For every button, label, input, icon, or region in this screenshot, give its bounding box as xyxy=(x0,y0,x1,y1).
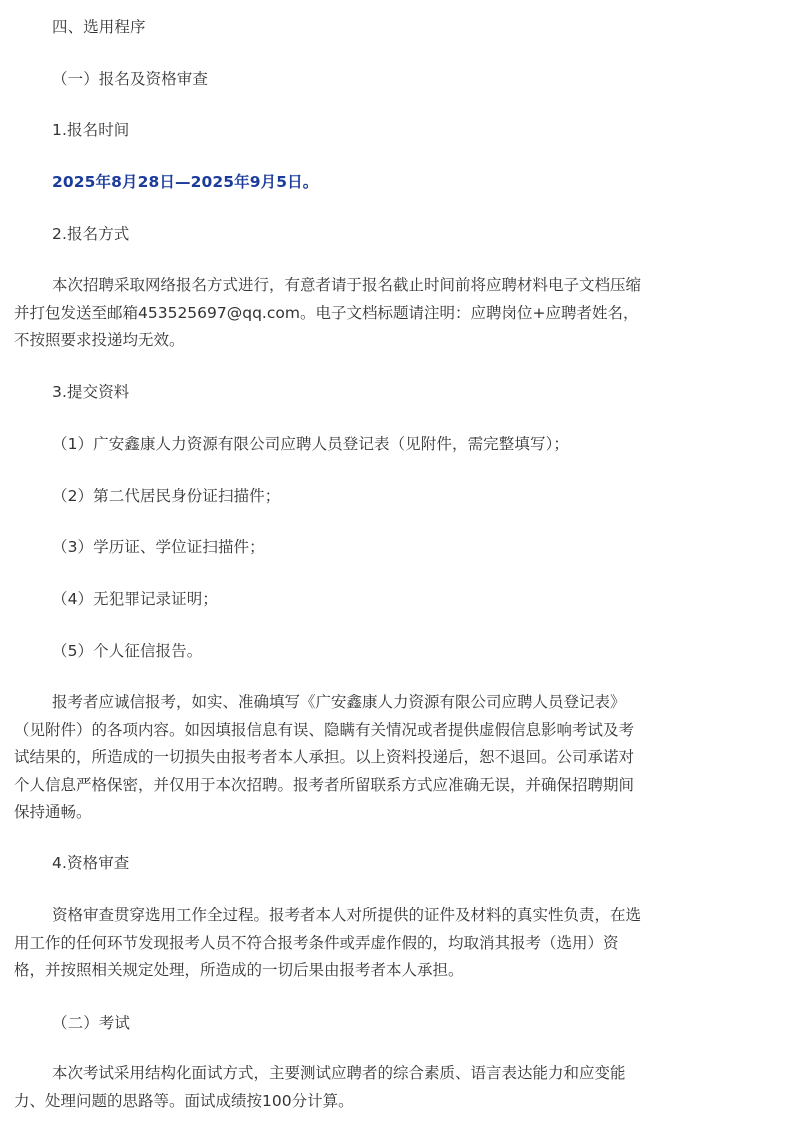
item-heading-registration-time: 1.报名时间 xyxy=(52,121,130,139)
paragraph-line: 用工作的任何环节发现报考人员不符合报考条件或弄虚作假的，均取消其报考（选用）资 xyxy=(14,933,619,952)
material-item: （1）广安鑫康人力资源有限公司应聘人员登记表（见附件，需完整填写）； xyxy=(52,435,570,453)
exam-paragraph xyxy=(14,1060,626,1115)
qualification-review-paragraph xyxy=(14,902,641,985)
registration-dates: 2025年8月28日—2025年9月5日。 xyxy=(52,173,319,191)
subsection-heading-registration: （一）报名及资格审查 xyxy=(52,70,209,88)
paragraph-line: 并打包发送至邮箱453525697@qq.com。电子文档标题请注明：应聘岗位+应聘者姓名， xyxy=(14,303,639,322)
paragraph-line: 资格审查贯穿选用工作全过程。报考者本人对所提供的证件及材料的真实性负责，在选 xyxy=(52,906,642,924)
paragraph-line: 保持通畅。 xyxy=(14,803,92,821)
paragraph-line: 力、处理问题的思路等。面试成绩按100分计算。 xyxy=(14,1091,354,1110)
material-item: （3）学历证、学位证扫描件； xyxy=(52,538,265,556)
paragraph-line: 格，并按照相关规定处理，所造成的一切后果由报考者本人承担。 xyxy=(14,961,464,979)
paragraph-line: 本次招聘采取网络报名方式进行，有意者请于报名截止时间前将应聘材料电子文档压缩 xyxy=(52,276,642,294)
paragraph-line: （见附件）的各项内容。如因填报信息有误、隐瞒有关情况或者提供虚假信息影响考试及考 xyxy=(14,720,635,739)
material-item: （5）个人征信报告。 xyxy=(52,642,203,660)
paragraph-line: 本次考试采用结构化面试方式，主要测试应聘者的综合素质、语言表达能力和应变能 xyxy=(52,1064,626,1082)
subsection-heading-exam: （二）考试 xyxy=(52,1014,131,1032)
material-item: （4）无犯罪记录证明； xyxy=(52,590,218,608)
paragraph-line: 报考者应诚信报考，如实、准确填写《广安鑫康人力资源有限公司应聘人员登记表》 xyxy=(52,693,626,711)
registration-method-paragraph xyxy=(14,272,641,355)
paragraph-line: 试结果的，所造成的一切损失由报考者本人承担。以上资料投递后，恕不退回。公司承诺对 xyxy=(14,748,635,766)
item-heading-qualification-review: 4.资格审查 xyxy=(52,854,130,872)
integrity-paragraph xyxy=(14,689,634,827)
material-item: （2）第二代居民身份证扫描件； xyxy=(52,487,281,505)
paragraph-line: 不按照要求投递均无效。 xyxy=(14,331,185,349)
section-heading: 四、选用程序 xyxy=(52,18,146,36)
paragraph-line: 个人信息严格保密，并仅用于本次招聘。报考者所留联系方式应准确无误，并确保招聘期间 xyxy=(14,775,635,794)
item-heading-registration-method: 2.报名方式 xyxy=(52,225,130,243)
item-heading-materials: 3.提交资料 xyxy=(52,383,130,401)
